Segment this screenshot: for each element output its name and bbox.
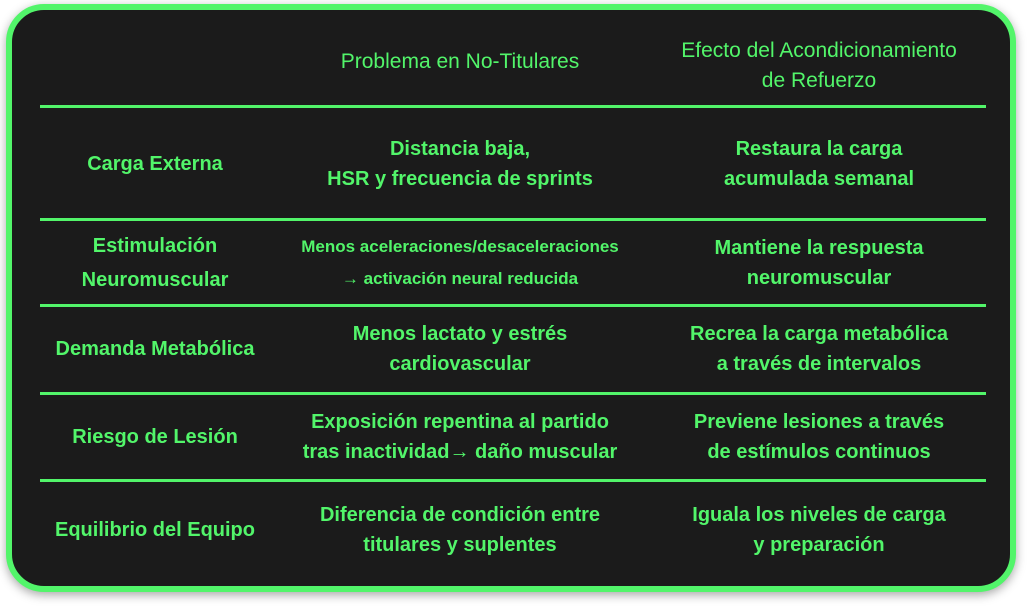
header-problem: Problema en No-Titulares xyxy=(340,50,580,73)
header-effect xyxy=(642,36,996,96)
row-5-problem: Diferencia de condición entre titulares y suplentes xyxy=(319,504,601,556)
row-2-effect: Mantiene la respuesta neuromuscular xyxy=(714,237,924,289)
row-2-label: Estimulación Neuromuscular xyxy=(81,235,229,291)
row-4-problem: Exposición repentina al partido tras inactividad→ daño muscular xyxy=(302,411,618,463)
row-5-effect: Iguala los niveles de carga y preparación xyxy=(692,504,946,556)
row-3-problem: Menos lactato y estrés cardiovascular xyxy=(352,323,568,375)
row-5-label: Equilibrio del Equipo xyxy=(55,519,255,541)
row-2-problem: Menos aceleraciones/desaceleraciones → activación neural reducida xyxy=(301,237,619,288)
row-4-label: Riesgo de Lesión xyxy=(72,426,238,448)
row-1-label: Carga Externa xyxy=(87,153,223,175)
row-1-effect: Restaura la carga acumulada semanal xyxy=(723,138,915,190)
header-effect-line-2: de Refuerzo xyxy=(761,69,877,92)
row-1-problem: Distancia baja, HSR y frecuencia de sprints xyxy=(327,138,593,190)
comparison-table-card xyxy=(6,4,1016,592)
row-3-effect: Recrea la carga metabólica a través de intervalos xyxy=(690,323,948,375)
row-3-label: Demanda Metabólica xyxy=(55,338,255,360)
header-effect-line-1: Efecto del Acondicionamiento xyxy=(681,39,957,62)
row-4-effect: Previene lesiones a través de estímulos continuos xyxy=(693,411,945,463)
